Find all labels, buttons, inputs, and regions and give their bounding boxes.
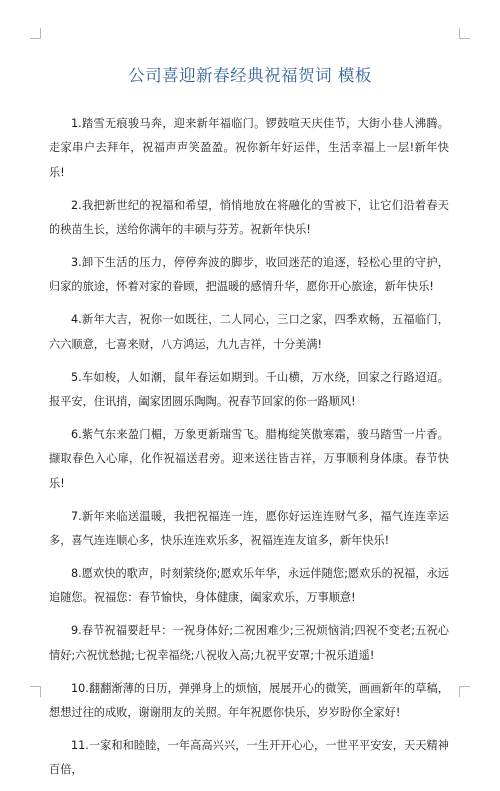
crop-mark-top-right <box>459 28 470 39</box>
paragraph-8: 8.愿欢快的歌声，时刻萦绕你;愿欢乐年华，永远伴随您;愿欢乐的祝福，永远追随您。祝福您：春节愉快，身体健康，阖家欢乐，万事顺意! <box>49 567 449 605</box>
paragraph-7: 7.新年来临送温暖，我把祝福连一连，愿你好运连连财气多，福气连连幸运多，喜气连连顺心多，快乐连连欢乐多，祝福连连友谊多，新年快乐! <box>49 509 449 548</box>
paragraph-5: 5.车如梭，人如潮，鼠年春运如期到。千山横，万水绕，回家之行路迢迢。报平安，住讯捎，阖家团圆乐陶陶。祝春节回家的你一路顺风! <box>49 370 449 409</box>
crop-mark-bottom-left <box>30 686 41 697</box>
paragraph-6: 6.紫气东来盈门楣，万象更新瑞雪飞。腊梅绽笑傲寒霜，骏马踏雪一片香。撷取春色入心扉，化作祝福送君旁。迎来送往皆吉祥，万事顺利身体康。春节快乐! <box>49 427 449 490</box>
paragraph-3: 3.卸下生活的压力，停停奔波的脚步，收回迷茫的追逐，轻松心里的守护，归家的旅途，怀着对家的眷顾，把温暖的感情升华，愿你开心旅途，新年快乐! <box>49 256 449 294</box>
document-title: 公司喜迎新春经典祝福贺词 模板 <box>128 66 372 85</box>
crop-mark-bottom-right <box>459 686 470 697</box>
paragraph-1: 1.踏雪无痕骏马奔，迎来新年福临门。锣鼓喧天庆佳节，大街小巷人沸腾。走家串户去拜年，祝福声声笑盈盈。祝你新年好运伴，生活幸福上一层!新年快乐! <box>49 117 449 179</box>
paragraph-10: 10.翻翻渐薄的日历，弹弹身上的烦恼，展展开心的微笑，画画新年的草稿，想想过往的成败，谢谢朋友的关照。年年祝愿你快乐，岁岁盼你全家好! <box>49 681 449 720</box>
paragraph-11: 11.一家和和睦睦，一年高高兴兴，一生开开心心，一世平平安安，天天精神百倍， <box>49 738 449 777</box>
paragraph-4: 4.新年大吉，祝你一如既往，二人同心，三口之家，四季欢畅，五福临门，六六顺意，七喜来财，八方鸿运，九九吉祥，十分美满! <box>49 313 449 351</box>
crop-mark-top-left <box>30 28 41 39</box>
paragraph-2: 2.我把新世纪的祝福和希望，悄悄地放在将融化的雪被下，让它们沿着春天的秧苗生长，送给你满年的丰硕与芬芳。祝新年快乐! <box>49 198 449 237</box>
document-body <box>49 112 449 791</box>
paragraph-9: 9.春节祝福要赶早：一祝身体好;二祝困难少;三祝烦恼消;四祝不变老;五祝心情好;六祝忧愁抛;七祝幸福绕;八祝收入高;九祝平安罩;十祝乐逍遥! <box>49 624 449 662</box>
